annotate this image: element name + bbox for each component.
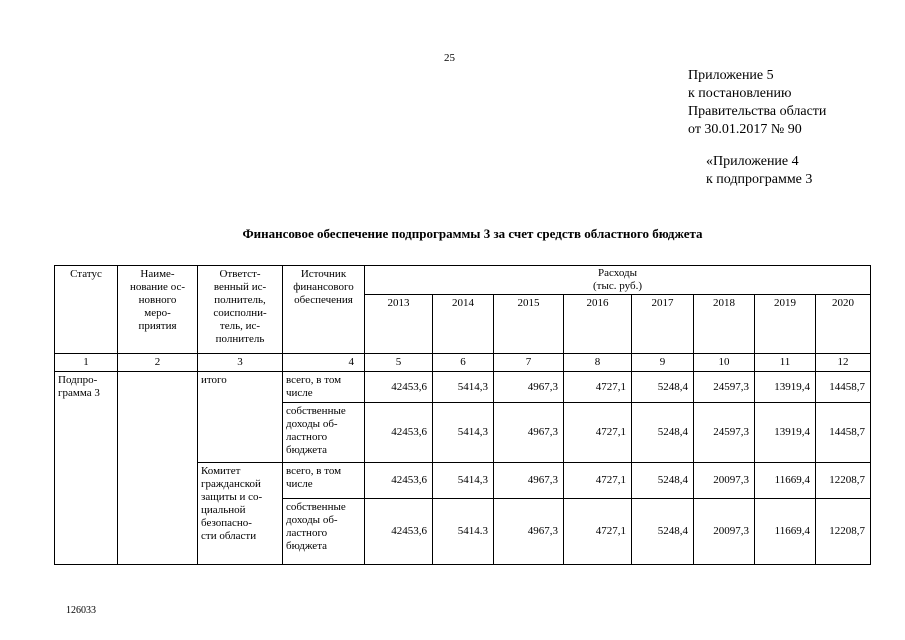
- column-number: 12: [816, 354, 871, 372]
- value-cell: 4967,3: [494, 499, 564, 565]
- header-year: 2017: [632, 295, 694, 354]
- value-cell: 24597,3: [694, 403, 755, 463]
- responsible-cell: итого: [198, 372, 283, 463]
- column-number: 7: [494, 354, 564, 372]
- status-cell: Подпро- грамма 3: [55, 372, 118, 565]
- value-cell: 4727,1: [564, 403, 632, 463]
- header-expenses: Расходы (тыс. руб.): [365, 266, 871, 295]
- table-row: [55, 372, 871, 403]
- column-number: 1: [55, 354, 118, 372]
- value-cell: 4967,3: [494, 372, 564, 403]
- header-year: 2013: [365, 295, 433, 354]
- column-number: 6: [433, 354, 494, 372]
- appendix-line: от 30.01.2017 № 90: [688, 122, 802, 137]
- value-cell: 14458,7: [816, 372, 871, 403]
- source-cell: всего, в том числе: [283, 372, 365, 403]
- source-cell: собственные доходы об- ластного бюджета: [283, 403, 365, 463]
- appendix-line: Приложение 5: [688, 68, 774, 83]
- header-year: 2018: [694, 295, 755, 354]
- value-cell: 13919,4: [755, 403, 816, 463]
- header-source: Источник финансового обеспечения: [283, 266, 365, 354]
- value-cell: 42453,6: [365, 499, 433, 565]
- name-cell: [118, 372, 198, 565]
- appendix-sub-line: «Приложение 4: [706, 154, 799, 169]
- appendix-line: к постановлению: [688, 86, 792, 101]
- value-cell: 42453,6: [365, 403, 433, 463]
- column-number: 10: [694, 354, 755, 372]
- header-name: Наиме- нование ос- новного меро- приятия: [118, 266, 198, 354]
- value-cell: 11669,4: [755, 499, 816, 565]
- column-number: 11: [755, 354, 816, 372]
- header-year: 2016: [564, 295, 632, 354]
- value-cell: 4727,1: [564, 463, 632, 499]
- column-number: 3: [198, 354, 283, 372]
- value-cell: 20097,3: [694, 463, 755, 499]
- source-cell: собственные доходы об- ластного бюджета: [283, 499, 365, 565]
- document-code: 126033: [66, 605, 96, 616]
- value-cell: 5248,4: [632, 372, 694, 403]
- header-year: 2020: [816, 295, 871, 354]
- header-year: 2019: [755, 295, 816, 354]
- source-cell: всего, в том числе: [283, 463, 365, 499]
- document-title: Финансовое обеспечение подпрограммы 3 за счет средств областного бюджета: [242, 226, 703, 241]
- value-cell: 4967,3: [494, 403, 564, 463]
- appendix-block: [688, 67, 826, 139]
- value-cell: 5414.3: [433, 499, 494, 565]
- value-cell: 5414,3: [433, 403, 494, 463]
- value-cell: 4967,3: [494, 463, 564, 499]
- value-cell: 24597,3: [694, 372, 755, 403]
- value-cell: 42453,6: [365, 463, 433, 499]
- header-responsible: Ответст- венный ис- полнитель, соисполни- тель, ис- полнитель: [198, 266, 283, 354]
- value-cell: 5248,4: [632, 499, 694, 565]
- value-cell: 12208,7: [816, 499, 871, 565]
- value-cell: 12208,7: [816, 463, 871, 499]
- column-number: 4: [283, 354, 365, 372]
- header-year: 2015: [494, 295, 564, 354]
- column-number: 9: [632, 354, 694, 372]
- value-cell: 5248,4: [632, 463, 694, 499]
- header-status: Статус: [55, 266, 118, 354]
- value-cell: 20097,3: [694, 499, 755, 565]
- value-cell: 13919,4: [755, 372, 816, 403]
- column-number: 5: [365, 354, 433, 372]
- value-cell: 4727,1: [564, 372, 632, 403]
- column-number: 8: [564, 354, 632, 372]
- value-cell: 42453,6: [365, 372, 433, 403]
- column-number: 2: [118, 354, 198, 372]
- appendix-sub-line: к подпрограмме 3: [706, 172, 813, 187]
- appendix-sub-block: [706, 153, 812, 189]
- value-cell: 4727,1: [564, 499, 632, 565]
- value-cell: 5414,3: [433, 372, 494, 403]
- header-year: 2014: [433, 295, 494, 354]
- value-cell: 5414,3: [433, 463, 494, 499]
- value-cell: 11669,4: [755, 463, 816, 499]
- responsible-cell: Комитет гражданской защиты и со- циальной безопасно- сти области: [198, 463, 283, 565]
- value-cell: 14458,7: [816, 403, 871, 463]
- value-cell: 5248,4: [632, 403, 694, 463]
- page-number: 25: [444, 52, 455, 64]
- financing-table: [54, 265, 871, 565]
- appendix-line: Правительства области: [688, 104, 827, 119]
